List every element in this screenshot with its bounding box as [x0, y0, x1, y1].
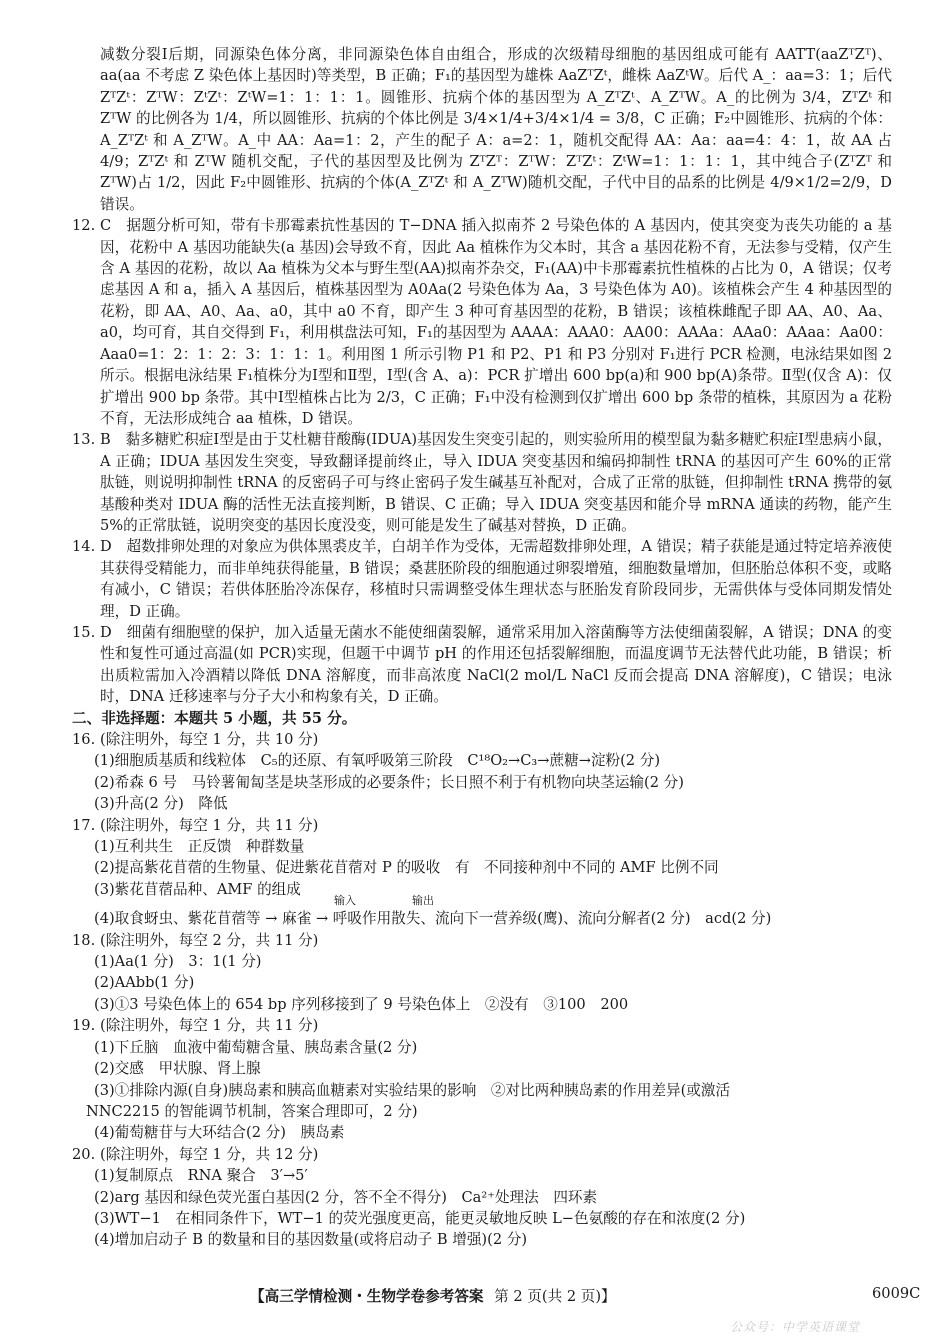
answer-line: (1)细胞质基质和线粒体 C₅的还原、有氧呼吸第三阶段 C¹⁸O₂→C₃→蔗糖→淀粉(2 分): [94, 752, 661, 770]
question-number: 16.: [72, 731, 96, 748]
answer-20: [72, 1144, 892, 1165]
score-note: (除注明外，每空 1 分，共 11 分): [100, 816, 319, 834]
section-heading: 二、非选择题：本题共 5 小题，共 55 分。: [72, 709, 357, 727]
answer-line: (3)①3 号染色体上的 654 bp 序列移接到了 9 号染色体上 ②没有 ③100 200: [94, 995, 629, 1013]
answer-line: (2)arg 基因和绿色荧光蛋白基因(2 分，答不全不得分) Ca²⁺处理法 四环素: [94, 1188, 598, 1206]
answer-15: [72, 622, 892, 708]
answer-18: [72, 930, 892, 951]
question-number: 12.: [72, 217, 96, 235]
question-number: 17.: [72, 816, 96, 834]
answer-text: D 细菌有细胞壁的保护，加入适量无菌水不能使细菌裂解，通常采用加入溶菌酶等方法使细菌裂解，A 错误；DNA 的变性和复性可通过高温(如 PCR)实现，但题干中调节 pH 的作用还包括裂解细胞，而温度调节无法替代此功能，B 错误；析出质粒需加入冷酒精以降低 DNA 溶解度，而非高浓度 NaCl(2 mol/L NaCl 反而会提高 DNA 溶解度)，C 错误；电泳时，DNA 迁移速率与分子大小和构象有关，D 正确。: [100, 623, 892, 706]
score-note: (除注明外，每空 1 分，共 11 分): [100, 1017, 319, 1035]
answer-text: B 黏多糖贮积症Ⅰ型是由于艾杜糖苷酸酶(IDUA)基因发生突变引起的，则实验所用的模型鼠为黏多糖贮积症Ⅰ型患病小鼠，A 正确；IDUA 基因发生突变，导致翻译提前终止，导入 IDUA 突变基因和编码抑制性 tRNA 的基因可产生 60%的正常肽链，则说明抑制性 tRNA 的反密码子可与终止密码子发生碱基互补配对，合成了正常的肽链，但抑制性 tRNA 携带的氨基酸种类对 IDUA 酶的活性无法直接判断，B 错误、C 正确；导入 IDUA 突变基因和能介导 mRNA 通读的药物，能产生 5%的正常肽链，说明突变的基因长度没变，则可能是发生了碱基对替换，D 正确。: [100, 431, 892, 534]
answer-16: [72, 729, 892, 750]
answer-19: [72, 1015, 892, 1036]
answer-text: C 据题分析可知，带有卡那霉素抗性基因的 T−DNA 插入拟南芥 2 号染色体的 A 基因内，使其突变为丧失功能的 a 基因，花粉中 A 基因功能缺失(a 基因)会导致不育，因此 Aa 植株作为父本时，其含 a 基因花粉不育，无法参与受精，仅产生含 A 基因的花粉，故以 Aa 植株为父本与野生型(AA)拟南芥杂交，F₁(AA)中卡那霉素抗性植株的占比为 0，A 错误；仅考虑基因 A 和 a，插入 A 基因后，植株基因型为 A0Aa(2 号染色体为 Aa，3 号染色体为 A0)。该植株会产生 4 种基因型的花粉，即 AA、A0、Aa、a0，其中 a0 不育，即产生 3 种可育基因型的花粉，B 错误；该植株雌配子即 AA、A0、Aa、a0，均可育，其自交得到 F₁，利用棋盘法可知，F₁的基因型为 AAAA：AAA0：AA00：AAAa：AAa0：AAaa：Aa00：Aaa0=1：2：1：2：3：1：1：1。利用图 1 所示引物 P1 和 P2、P1 和 P3 分别对 F₁进行 PCR 检测，电泳结果如图 2 所示。根据电泳结果 F₁植株分为Ⅰ型和Ⅱ型，Ⅰ型(含 A、a)：PCR 扩增出 600 bp(a)和 900 bp(A)条带。Ⅱ型(仅含 A)：仅扩增出 900 bp 条带。其中Ⅰ型植株占比为 2/3，C 正确；F₁中没有检测到仅扩增出 600 bp 条带的植株，其原因为 a 花粉不育，无法形成纯合 aa 植株，D 错误。: [100, 217, 892, 427]
answer-13: [72, 429, 892, 536]
score-note: (除注明外，每空 1 分，共 12 分): [100, 1145, 319, 1163]
answer-line: (3)紫花苜蓿品种、AMF 的组成: [94, 880, 301, 898]
answer-line: (2)希森 6 号 马铃薯匍匐茎是块茎形成的必要条件；长日照不利于有机物向块茎运输(2 分): [94, 773, 684, 791]
answer-line: (2)AAbb(1 分): [94, 974, 195, 992]
paper-code: 6009C: [872, 1285, 921, 1302]
answer-line: (2)交感 甲状腺、肾上腺: [94, 1060, 261, 1078]
answer-page: [72, 44, 892, 1251]
question-number: 15.: [72, 623, 96, 641]
answer-line: (4)葡萄糖苷与大环结合(2 分) 胰岛素: [94, 1124, 345, 1142]
question-number: 19.: [72, 1017, 96, 1035]
question-number: 18.: [72, 931, 96, 949]
arrow-label-output: 输出: [412, 894, 434, 908]
answer-line: (1)复制原点 RNA 聚合 3′→5′: [94, 1167, 308, 1185]
footer-title: 【高三学情检测・生物学卷参考答案: [250, 1288, 484, 1305]
answer-line: NNC2215 的智能调节机制，答案合理即可，2 分): [86, 1102, 418, 1120]
energy-flow-line: [72, 894, 892, 929]
answer-line: (3)①排除内源(自身)胰岛素和胰高血糖素对实验结果的影响 ②对比两种胰岛素的作用差异(或激活: [94, 1081, 731, 1099]
answer-line: (2)提高紫花苜蓿的生物量、促进紫花苜蓿对 P 的吸收 有 不同接种剂中不同的 AMF 比例不同: [94, 859, 719, 877]
answer-line: (4)增加启动子 B 的数量和目的基因数量(或将启动子 B 增强)(2 分): [94, 1231, 528, 1249]
answer-12: [72, 215, 892, 429]
answer-line: (1)下丘脑 血液中葡萄糖含量、胰岛素含量(2 分): [94, 1038, 418, 1056]
answer-line: (1)互利共生 正反馈 种群数量: [94, 838, 305, 856]
answer-line: (4)取食蚜虫、紫花苜蓿等 → 麻雀 → 呼吸作用散失、流向下一营养级(鹰)、流向分解者(2 分) acd(2 分): [94, 910, 772, 928]
page-footer: [250, 1285, 616, 1306]
answer-17: [72, 815, 892, 836]
answer-14: [72, 536, 892, 622]
question-number: 20.: [72, 1145, 96, 1163]
answer-line: (3)升高(2 分) 降低: [94, 795, 228, 813]
answer-text: D 超数排卵处理的对象应为供体黑裘皮羊，白胡羊作为受体，无需超数排卵处理，A 错误；精子获能是通过特定培养液使其获得受精能力，而非单纯获得能量，B 错误；桑葚胚阶段的细胞通过卵裂增殖，细胞数量增加，但胚胎总体积不变，或略有减小，C 错误；若供体胚胎冷冻保存，移植时只需调整受体生理状态与胚胎发育阶段同步，无需供体与受体同期发情处理，D 正确。: [100, 538, 892, 620]
answer-line: (1)Aa(1 分) 3：1(1 分): [94, 953, 262, 971]
answer-line: (3)WT−1 在相同条件下，WT−1 的荧光强度更高，能更灵敏地反映 L−色氨酸的存在和浓度(2 分): [94, 1209, 746, 1227]
watermark: 公众号：中学英语课堂: [730, 1320, 861, 1334]
score-note: (除注明外，每空 1 分，共 10 分): [100, 731, 319, 748]
question-number: 14.: [72, 538, 96, 556]
score-note: (除注明外，每空 2 分，共 11 分): [100, 931, 319, 949]
question-number: 13.: [72, 431, 96, 449]
footer-page-number: 第 2 页(共 2 页)】: [494, 1288, 616, 1305]
arrow-label-input: 输入: [334, 894, 356, 908]
q11-continuation: 减数分裂Ⅰ后期，同源染色体分离，非同源染色体自由组合，形成的次级精母细胞的基因组成可能有 AATT(aaZᵀZᵀ)、aa(aa 不考虑 Z 染色体上基因时)等类型，B 正确；F₁的基因型为雄株 AaZᵀZᵗ，雌株 AaZᵗW。后代 A_：aa=3：1；后代 ZᵀZᵗ：ZᵀW：ZᵗZᵗ：ZᵗW=1：1：1：1。圆锥形、抗病个体的基因型为 A_ZᵀZᵗ、A_ZᵀW。A_的比例为 3/4，ZᵀZᵗ 和 ZᵀW 的比例各为 1/4，所以圆锥形、抗病的个体比例是 3/4×1/4+3/4×1/4 = 3/8，C 正确；F₂中圆锥形、抗病的个体：A_ZᵀZᵗ 和 A_ZᵀW。A_中 AA：Aa=1：2，产生的配子 A：a=2：1，随机交配得 AA：Aa：aa=4：4：1，故 AA 占 4/9；ZᵀZᵗ 和 ZᵀW 随机交配，子代的基因型及比例为 ZᵀZᵀ：ZᵀW：ZᵀZᵗ：ZᵗW=1：1：1：1，其中纯合子(ZᵀZᵀ 和 ZᵀW)占 1/2，因此 F₂中圆锥形、抗病的个体(A_ZᵀZᵗ 和 A_ZᵀW)随机交配，子代中目的品系的比例是 4/9×1/2=2/9，D 错误。: [100, 46, 892, 213]
